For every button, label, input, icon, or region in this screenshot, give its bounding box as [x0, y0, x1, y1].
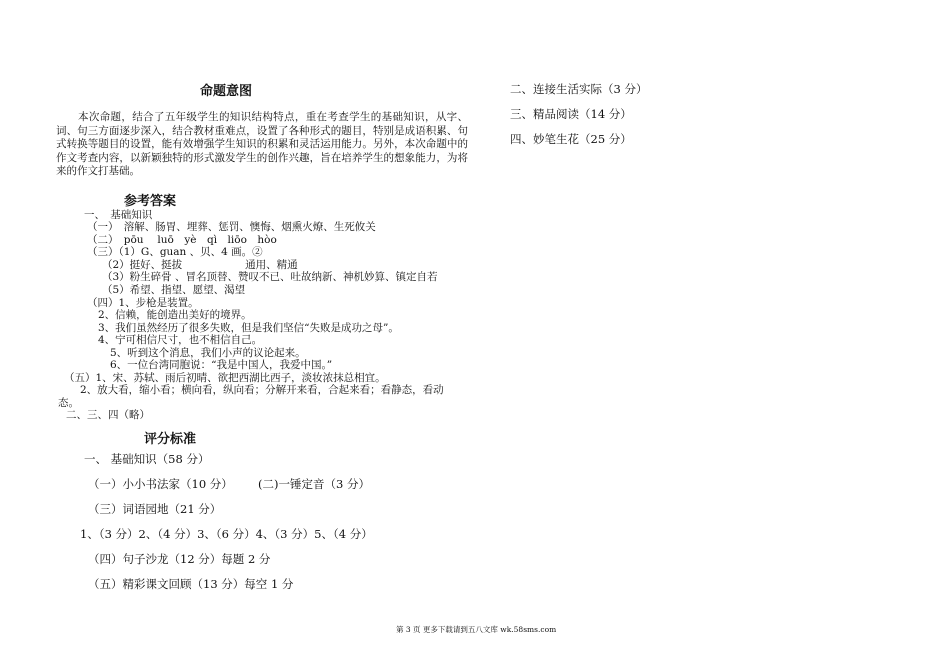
scoring-line: （一）小小书法家（10 分）	[88, 477, 233, 491]
answer-line: 4、宁可相信尺寸，也不相信自己。	[98, 334, 263, 346]
answer-line: 一、 基础知识	[84, 209, 153, 221]
scoring-line: （三）词语园地（21 分）	[88, 502, 222, 516]
answer-line: （三）（1）G、guan 、贝、4 画。②	[87, 246, 263, 258]
right-item: 二、连接生活实际（3 分）	[510, 82, 648, 96]
page-footer: 第 3 页 更多下载请到五八文库 wk.58sms.com	[396, 625, 557, 634]
heading-scoring: 评分标准	[144, 432, 197, 447]
answer-line: （一） 溶解、肠胃、埋葬、惩罚、懊悔、烟熏火燎、生死攸关	[87, 221, 376, 233]
right-item: 四、妙笔生花（25 分）	[510, 132, 632, 146]
answer-line: 二、三、四（略）	[66, 409, 150, 421]
answer-line: （5）希望、指望、愿望、渴望	[102, 284, 246, 296]
scoring-line: 一、 基础知识（58 分）	[84, 452, 210, 466]
scoring-line: (二)一锤定音（3 分）	[258, 477, 370, 491]
answer-line: 2、放大看，缩小看；横向看，纵向看；分解开来看，合起来看；看静态，看动	[80, 384, 444, 396]
right-item: 三、精品阅读（14 分）	[510, 107, 632, 121]
answer-line: 5、听到这个消息，我们小声的议论起来。	[110, 347, 306, 359]
answer-line: （2）挺好、挺拔 通用、精通	[102, 259, 298, 271]
answer-line: 6、一位台湾同胞说：“我是中国人，我爱中国。”	[110, 359, 333, 371]
answer-line: 态。	[58, 397, 79, 409]
scoring-line: （五）精彩课文回顾（13 分）每空 1 分	[88, 577, 294, 591]
intent-paragraph: 本次命题，结合了五年级学生的知识结构特点，重在考查学生的基础知识，从字、词、句三方面逐步深入，结合教材重难点，设置了各种形式的题目，特别是成语积累、句式转换等题目的设置，能有效增强学生知识的积累和灵活运用能力。另外，本次命题中的作文考查内容，以新颖独特的形式激发学生的创作兴趣，旨在培养学生的想象能力，为将来的作文打基础。	[56, 111, 468, 177]
scoring-line: 1、（3 分）2、（4 分）3、（6 分）4、（3 分）5、（4 分）	[80, 527, 373, 541]
answer-line: （二） pōu luō yè qì liōo hòo	[87, 234, 277, 246]
answer-line: 2、信赖，能创造出美好的境界。	[98, 309, 252, 321]
answer-line: （四）1、步枪是装置。	[87, 297, 199, 309]
answer-line: （3）粉生碎骨 、冒名顶替、赞叹不已、吐故纳新、神机妙算、镇定自若	[102, 271, 438, 283]
heading-answers: 参考答案	[124, 194, 177, 209]
scoring-line: （四）句子沙龙（12 分）每题 2 分	[88, 552, 271, 566]
answer-line: 3、我们虽然经历了很多失败，但是我们坚信“失败是成功之母”。	[98, 322, 399, 334]
answer-line: （五）1、宋、苏轼、雨后初晴、欲把西湖比西子，淡妆浓抹总相宜。	[64, 372, 386, 384]
heading-intent: 命题意图	[200, 84, 253, 99]
